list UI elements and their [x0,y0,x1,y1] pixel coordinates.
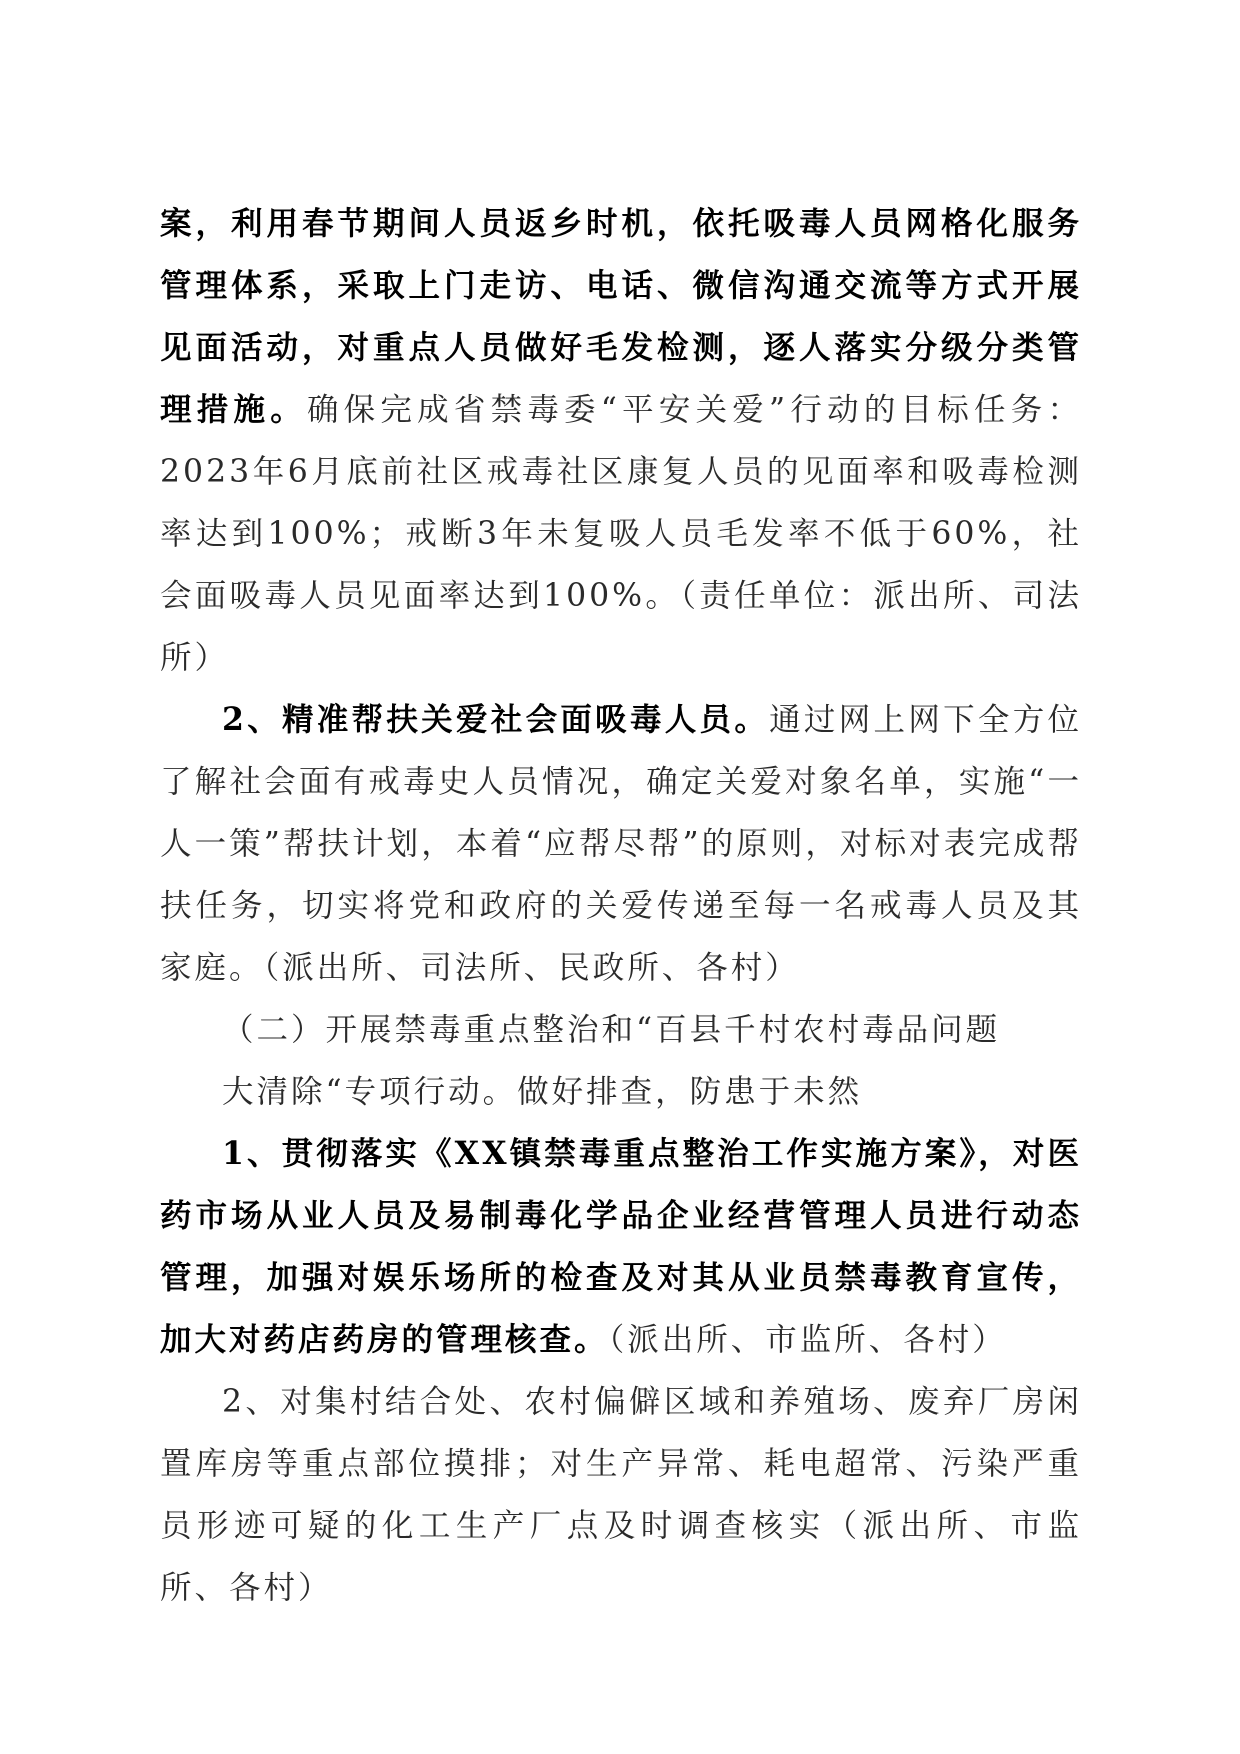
paragraph-1 [160,193,1082,689]
section-heading-2-line-1: （二）开展禁毒重点整治和“百县千村农村毒品问题 [222,1012,1001,1048]
paragraph-2-heading: 2、精准帮扶关爱社会面吸毒人员。 [222,701,770,738]
paragraph-2-text: 通过网上网下全方位了解社会面有戒毒史人员情况，确定关爱对象名单，实施“一人一策”帮扶计划，本着“应帮尽帮”的原则，对标对表完成帮扶任务，切实将党和政府的关爱传递至每一名戒毒人员及其家庭。（派出所、司法所、民政所、各村） [160,702,1082,986]
paragraph-2 [160,689,1082,999]
document-page [160,193,1082,1619]
section-heading-2-line-2: 大清除“专项行动。做好排查，防患于未然 [222,1074,863,1110]
paragraph-4: 2、对集村结合处、农村偏僻区域和养殖场、废弃厂房闲置库房等重点部位摸排；对生产异常、耗电超常、污染严重员形迹可疑的化工生产厂点及时调查核实（派出所、市监所、各村） [160,1384,1082,1606]
paragraph-3-text: （派出所、市监所、各村） [608,1322,1007,1358]
paragraph-3-bold: 1、贯彻落实《XX镇禁毒重点整治工作实施方案》，对医药市场从业人员及易制毒化学品企业经营管理人员进行动态管理，加强对娱乐场所的检查及对其从业员禁毒教育宣传，加大对药店药房的管理核查。 [160,1135,1082,1358]
paragraph-1-bold: 案，利用春节期间人员返乡时机，依托吸毒人员网格化服务管理体系，采取上门走访、电话、微信沟通交流等方式开展见面活动，对重点人员做好毛发检测，逐人落实分级分类管理措施。 [160,205,1082,428]
paragraph-1-text: 确保完成省禁毒委“平安关爱”行动的目标任务：2023年6月底前社区戒毒社区康复人员的见面率和吸毒检测率达到100%；戒断3年未复吸人员毛发率不低于60%，社会面吸毒人员见面率达到100%。（责任单位：派出所、司法所） [160,392,1082,676]
paragraph-3 [160,1123,1082,1371]
